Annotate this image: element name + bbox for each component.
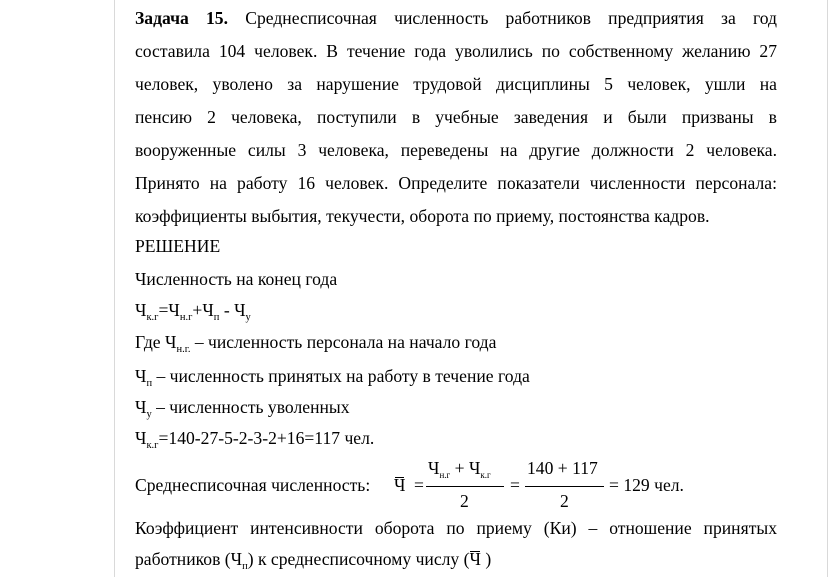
task-line-2: составила 104 человек. В течение года уволились по собственному желанию 27 — [135, 41, 777, 61]
ki-line-2: работников $(Ч_п)$ к среднесписочному числу ( Ч ) — [135, 549, 492, 572]
task-line-1: Задача 15. Среднесписочная численность работников предприятия за год — [135, 8, 778, 28]
frac2-numerator: 140 + 117 — [527, 458, 598, 478]
task-title: Задача 15. — [135, 8, 228, 28]
avg-label: Среднесписочная численность: — [135, 475, 371, 495]
end-year-label: Численность на конец года — [135, 269, 338, 289]
formula-end-year: $Ч_{к.г}=Ч_{н.г}+Ч_п - Ч_у$ — [135, 300, 251, 323]
task-line-3: человек, уволено за нарушение трудовой дисциплины 5 человек, ушли на — [135, 74, 777, 94]
task-line-6: Принято на работу 16 человек. Определите показатели численности персонала: — [135, 173, 777, 193]
def-dismissed: $Ч_у$ – численность уволенных — [135, 397, 350, 420]
task-line-7: коэффициенты выбытия, текучести, оборота по приему, постоянства кадров. — [135, 206, 710, 226]
frac2-denominator: 2 — [560, 491, 569, 511]
frac1-denominator: 2 — [460, 491, 469, 511]
frac1-numerator: $Ч_{н.г} + Ч_{к.г}$ — [428, 458, 491, 480]
calc-end-year: $Ч_{к.г}=140-27-5-2-3-2+16=117$ чел. — [135, 428, 375, 451]
solution-heading: РЕШЕНИЕ — [135, 236, 221, 256]
task-line-5: вооруженные силы 3 человека, переведены на другие должности 2 человека. — [135, 140, 777, 160]
ki-line-1: Коэффициент интенсивности оборота по приему (Ки) – отношение принятых — [135, 518, 777, 538]
frac2-line — [525, 486, 604, 487]
task-line-4: пенсию 2 человека, поступили в учебные заведения и были призваны в — [135, 107, 777, 127]
def-start-year: Где $Ч_{н.г.}$ – численность персонала на начало года — [135, 332, 497, 355]
frac1-line — [426, 486, 504, 487]
avg-result: = 129 чел. — [609, 475, 684, 495]
avg-symbol: Ч — [394, 475, 406, 495]
def-hired: $Ч_п$ – численность принятых на работу в течение года — [135, 366, 530, 389]
